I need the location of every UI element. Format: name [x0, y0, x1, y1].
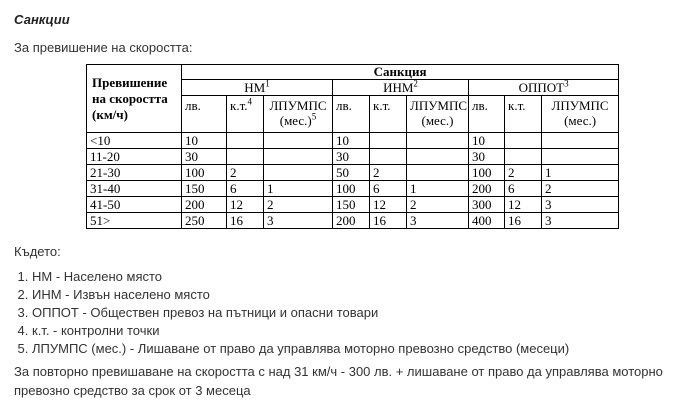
cell — [370, 133, 407, 149]
cell: 30 — [333, 149, 370, 165]
header-group-nm: $НМ^1$ — [182, 80, 333, 96]
cell — [264, 149, 333, 165]
legend-item: 3. ОППОТ - Обществен превоз на пътници и опасни товари — [32, 304, 569, 322]
cell: 10 — [182, 133, 227, 149]
cell: 150 — [333, 197, 370, 213]
header-lv: лв. — [469, 96, 505, 133]
cell-speed: 41-50 — [87, 197, 182, 213]
cell: 1 — [542, 165, 619, 181]
cell: 200 — [182, 197, 227, 213]
cell — [264, 133, 333, 149]
header-speed: Превишение на скоростта (км/ч) — [87, 65, 182, 133]
cell — [407, 165, 469, 181]
cell: 50 — [333, 165, 370, 181]
cell — [407, 149, 469, 165]
cell: 100 — [182, 165, 227, 181]
cell — [227, 133, 264, 149]
cell: 16 — [227, 213, 264, 229]
cell — [370, 149, 407, 165]
header-lpumps: ЛПУМПС (мес.) — [542, 96, 619, 133]
cell: 250 — [182, 213, 227, 229]
sanctions-table — [86, 64, 619, 229]
cell: 2 — [264, 197, 333, 213]
header-group-oppot: ОППОТ$^3$ — [469, 80, 619, 96]
header-lv: лв. — [182, 96, 227, 133]
cell: 2 — [407, 197, 469, 213]
cell: 150 — [182, 181, 227, 197]
cell: 10 — [333, 133, 370, 149]
table-row — [87, 149, 619, 165]
cell: 16 — [370, 213, 407, 229]
cell-speed: 21-30 — [87, 165, 182, 181]
cell: 3 — [407, 213, 469, 229]
cell — [264, 165, 333, 181]
table-row — [87, 197, 619, 213]
cell — [505, 133, 542, 149]
header-lpumps: ЛПУМПС (мес.) — [407, 96, 469, 133]
legend-item: 4. к.т. - контролни точки — [32, 322, 569, 340]
legend-item: 1. НМ - Населено място — [32, 268, 569, 286]
cell: 30 — [182, 149, 227, 165]
cell: 2 — [370, 165, 407, 181]
cell: 1 — [407, 181, 469, 197]
cell — [505, 149, 542, 165]
header-lv: лв. — [333, 96, 370, 133]
cell: 2 — [227, 165, 264, 181]
cell-speed: <10 — [87, 133, 182, 149]
cell: 1 — [264, 181, 333, 197]
cell: 200 — [469, 181, 505, 197]
cell: 30 — [469, 149, 505, 165]
header-kt: к.т.$^4$ — [227, 96, 264, 133]
cell: 200 — [333, 213, 370, 229]
footer-note: За повторно превишаване на скоростта с над 31 км/ч - 300 лв. + лишаване от право да управлява моторно превозно средство за срок от 3 месеца — [14, 364, 663, 398]
cell: 12 — [505, 197, 542, 213]
header-sanction: Санкция — [182, 65, 619, 80]
header-kt: к.т. — [505, 96, 542, 133]
cell: 6 — [505, 181, 542, 197]
cell — [542, 149, 619, 165]
cell: 16 — [505, 213, 542, 229]
cell-speed: 11-20 — [87, 149, 182, 165]
legend-list — [14, 268, 569, 358]
cell: 6 — [370, 181, 407, 197]
legend-item: 5. ЛПУМПС (мес.) - Лишаване от право да управлява моторно превозно средство (месеци) — [32, 340, 569, 358]
header-kt: к.т. — [370, 96, 407, 133]
cell-speed: 51> — [87, 213, 182, 229]
cell — [227, 149, 264, 165]
cell: 3 — [264, 213, 333, 229]
cell: 6 — [227, 181, 264, 197]
where-label: Където: — [14, 244, 61, 259]
header-lpumps: ЛПУМПС $(мес.)^5$ — [264, 96, 333, 133]
cell: 2 — [505, 165, 542, 181]
intro-text: За превишение на скоростта: — [14, 40, 193, 55]
table-row — [87, 133, 619, 149]
table-row — [87, 181, 619, 197]
table-row — [87, 165, 619, 181]
cell: 3 — [542, 213, 619, 229]
cell: 10 — [469, 133, 505, 149]
cell: 100 — [469, 165, 505, 181]
cell — [542, 133, 619, 149]
cell: 12 — [227, 197, 264, 213]
section-title: Санкции — [14, 12, 70, 27]
cell: 100 — [333, 181, 370, 197]
cell: 300 — [469, 197, 505, 213]
cell: 2 — [542, 181, 619, 197]
header-group-inm: ИНМ$^2$ — [333, 80, 469, 96]
table-row — [87, 213, 619, 229]
cell: 3 — [542, 197, 619, 213]
cell-speed: 31-40 — [87, 181, 182, 197]
cell: 12 — [370, 197, 407, 213]
legend-item: 2. ИНМ - Извън населено място — [32, 286, 569, 304]
cell: 400 — [469, 213, 505, 229]
cell — [407, 133, 469, 149]
